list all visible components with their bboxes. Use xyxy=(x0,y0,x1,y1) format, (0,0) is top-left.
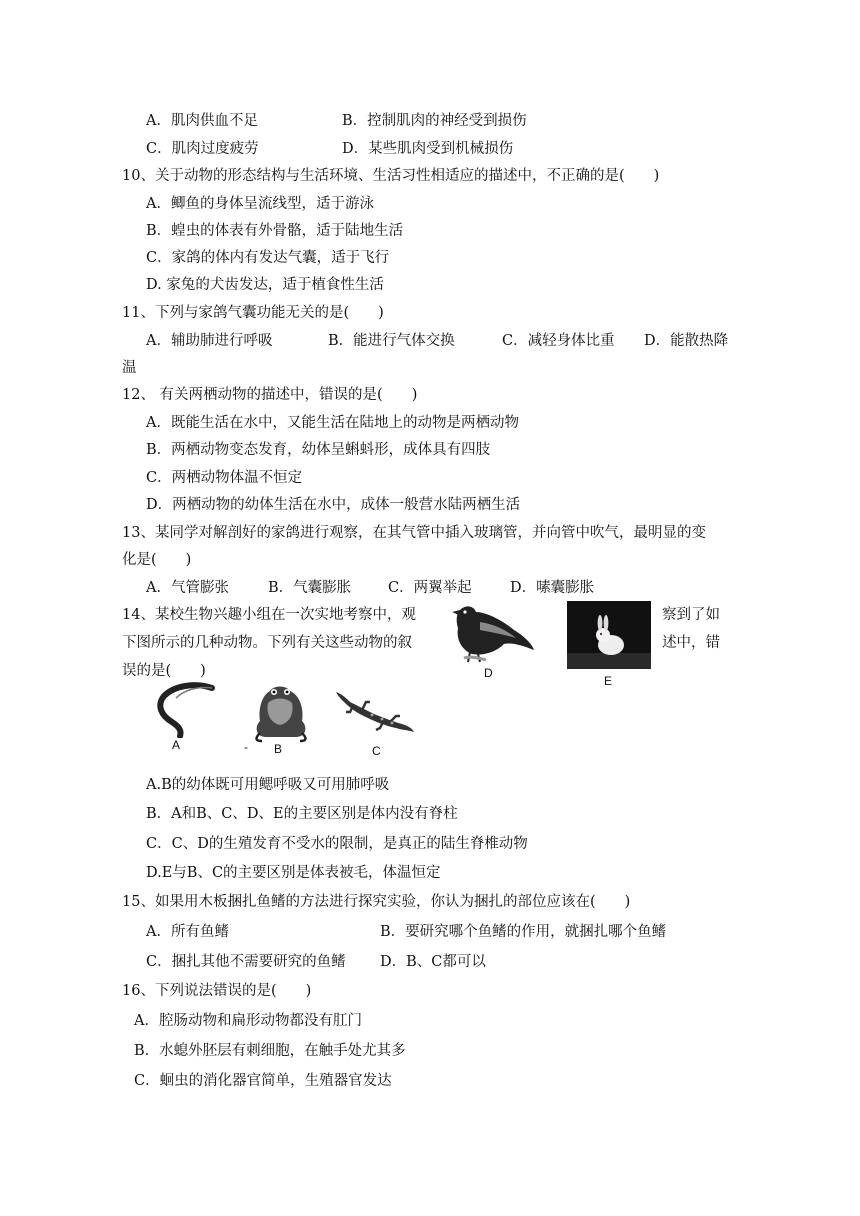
q14-option-b: B．A和B、C、D、E的主要区别是体内没有脊柱 xyxy=(146,806,458,822)
lizard-figure xyxy=(332,688,416,736)
q9-option-b: B．控制肌肉的神经受到损伤 xyxy=(342,113,527,129)
q13-option-a: A．气管膨张 xyxy=(146,580,229,596)
q10-option-c: C．家鸽的体内有发达气囊，适于飞行 xyxy=(146,250,390,266)
frog-figure xyxy=(252,683,310,743)
q14-stem-line1-left: 14、某校生物兴趣小组在一次实地考察中，观 xyxy=(122,607,416,623)
q16-option-a: A．腔肠动物和扁形动物都没有肛门 xyxy=(134,1013,362,1029)
q15-option-a: A．所有鱼鳍 xyxy=(146,924,229,940)
rabbit-figure xyxy=(567,601,651,669)
q13-option-b: B．气囊膨胀 xyxy=(268,580,352,596)
q12-option-c: C．两栖动物体温不恒定 xyxy=(146,470,303,486)
q14-option-a: A.B的幼体既可用鳃呼吸又可用肺呼吸 xyxy=(146,777,390,793)
q14-stem-line2-right: 述中，错 xyxy=(662,635,720,651)
q9-option-d: D．某些肌肉受到机械损伤 xyxy=(342,141,514,157)
q15-stem: 15、如果用木板捆扎鱼鳍的方法进行探究实验，你认为捆扎的部位应该在( ) xyxy=(122,894,631,910)
q15-option-d: D．B、C都可以 xyxy=(380,954,486,970)
q11-option-d-wrap: 温 xyxy=(122,360,137,376)
figure-label-e: E xyxy=(604,674,613,688)
q13-stem-line2: 化是( ) xyxy=(122,552,192,568)
q12-option-a: A．既能生活在水中，又能生活在陆地上的动物是两栖动物 xyxy=(146,415,519,431)
q13-option-d: D．嗉囊膨胀 xyxy=(510,580,595,596)
q14-stem-line3: 误的是( ) xyxy=(122,663,206,679)
q9-option-a: A．肌肉供血不足 xyxy=(146,113,258,129)
figure-label-b: B xyxy=(274,742,283,756)
q16-option-c: C．蛔虫的消化器官简单，生殖器官发达 xyxy=(134,1073,392,1089)
figure-label-a: A xyxy=(172,738,181,752)
q11-option-a: A．辅助肺进行呼吸 xyxy=(146,333,273,349)
q11-option-c: C．减轻身体比重 xyxy=(502,333,615,349)
q12-option-b: B．两栖动物变态发育，幼体呈蝌蚪形，成体具有四肢 xyxy=(146,442,491,458)
figure-label-d: D xyxy=(484,666,493,680)
q10-option-a: A．鲫鱼的身体呈流线型，适于游泳 xyxy=(146,196,374,212)
q14-stem-line2-left: 下图所示的几种动物。下列有关这些动物的叙 xyxy=(122,635,412,651)
earthworm-figure xyxy=(154,682,218,738)
figure-dash: ‐ xyxy=(244,740,248,754)
q15-option-b: B．要研究哪个鱼鳍的作用，就捆扎哪个鱼鳍 xyxy=(380,924,667,940)
q13-stem-line1: 13、某同学对解剖好的家鸽进行观察，在其气管中插入玻璃管，并向管中吹气，最明显的变 xyxy=(122,525,706,541)
q12-stem: 12、 有关两栖动物的描述中，错误的是( ) xyxy=(122,387,418,403)
q16-option-b: B．水螅外胚层有刺细胞，在触手处尤其多 xyxy=(134,1043,406,1059)
q12-option-d: D．两栖动物的幼体生活在水中，成体一般营水陆两栖生活 xyxy=(146,497,521,513)
q14-option-c: C．C、D的生殖发育不受水的限制，是真正的陆生脊椎动物 xyxy=(146,836,528,852)
q10-option-b: B．蝗虫的体表有外骨骼，适于陆地生活 xyxy=(146,223,404,239)
q14-option-d: D.E与B、C的主要区别是体表被毛，体温恒定 xyxy=(146,865,441,881)
q10-stem: 10、关于动物的形态结构与生活环境、生活习性相适应的描述中，不正确的是( ) xyxy=(122,168,660,184)
q10-option-d: D. 家兔的犬齿发达，适于植食性生活 xyxy=(146,277,384,293)
pigeon-figure xyxy=(440,600,536,664)
q16-stem: 16、下列说法错误的是( ) xyxy=(122,983,312,999)
figure-label-c: C xyxy=(372,744,381,758)
q15-option-c: C．捆扎其他不需要研究的鱼鳍 xyxy=(146,954,346,970)
q11-stem: 11、下列与家鸽气囊功能无关的是( ) xyxy=(122,305,384,321)
q13-option-c: C．两翼举起 xyxy=(388,580,472,596)
q14-stem-line1-right: 察到了如 xyxy=(662,607,720,623)
q11-option-d: D．能散热降 xyxy=(644,333,729,349)
q11-option-b: B．能进行气体交换 xyxy=(328,333,455,349)
q9-option-c: C．肌肉过度疲劳 xyxy=(146,141,259,157)
